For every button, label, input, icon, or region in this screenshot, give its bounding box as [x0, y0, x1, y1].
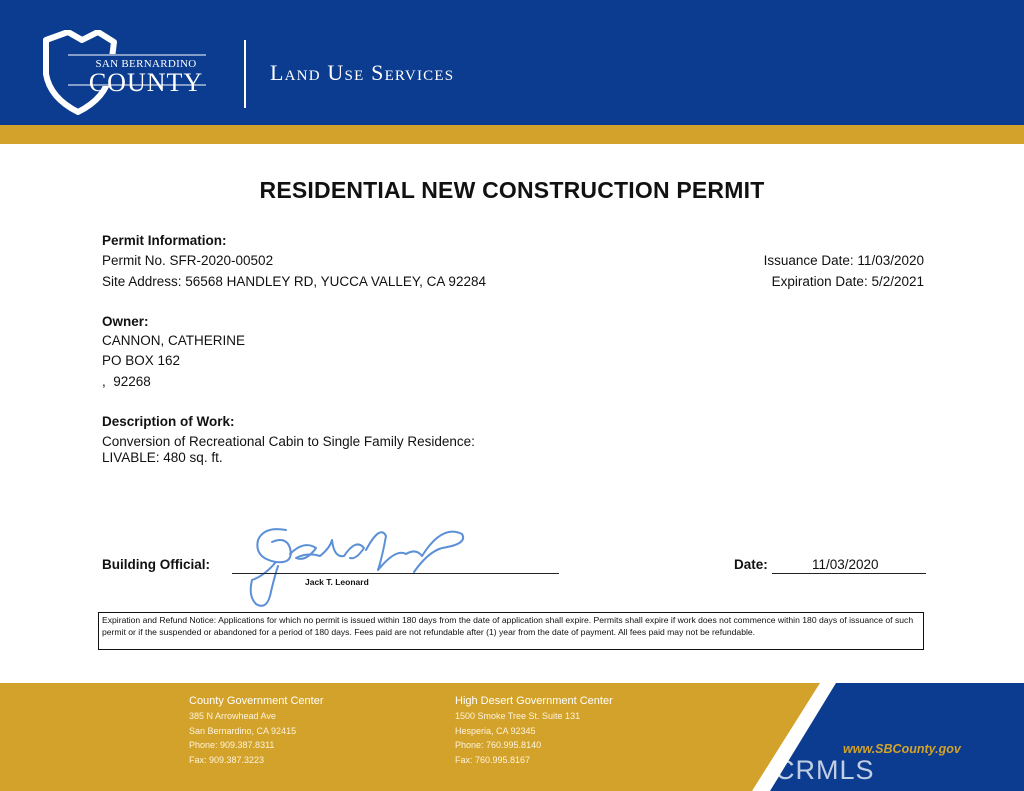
owner-address-line2: , 92268	[102, 374, 151, 389]
signature-line	[232, 573, 559, 574]
owner-name: CANNON, CATHERINE	[102, 333, 246, 348]
header-gold-stripe	[0, 125, 1024, 144]
description-line2: LIVABLE: 480 sq. ft.	[102, 450, 223, 465]
header-divider	[244, 40, 246, 108]
handwritten-signature	[246, 518, 476, 615]
owner-address-line1: PO BOX 162	[102, 353, 181, 368]
footer-left-line4: Fax: 909.387.3223	[189, 754, 265, 765]
footer-left-line1: 385 N Arrowhead Ave	[189, 711, 276, 721]
permit-info-heading: Permit Information:	[102, 233, 227, 248]
owner-heading: Owner:	[102, 314, 149, 329]
site-address: Site Address: 56568 HANDLEY RD, YUCCA VALLEY, CA 92284	[102, 274, 486, 289]
logo-main-text: COUNTY	[88, 68, 204, 97]
footer-right-line4: Fax: 760.995.8167	[455, 754, 531, 765]
date-value: 11/03/2020	[812, 557, 879, 572]
signer-name: Jack T. Leonard	[305, 577, 369, 587]
footer-right-line1: 1500 Smoke Tree St. Suite 131	[455, 711, 581, 721]
building-official-label: Building Official:	[102, 557, 210, 572]
county-logo	[38, 30, 218, 115]
description-line1: Conversion of Recreational Cabin to Single Family Residence:	[102, 434, 475, 449]
department-name: Land Use Services	[270, 60, 455, 85]
page-footer	[0, 683, 1024, 791]
page-header	[0, 0, 1024, 125]
footer-left-title: County Government Center	[189, 695, 324, 707]
permit-title: RESIDENTIAL NEW CONSTRUCTION PERMIT	[259, 177, 765, 203]
date-line	[772, 573, 926, 574]
expiration-date: Expiration Date: 5/2/2021	[771, 274, 924, 289]
permit-number: Permit No. SFR-2020-00502	[102, 253, 274, 268]
logo-top-text: SAN BERNARDINO	[95, 58, 197, 70]
footer-right-line2: Hesperia, CA 92345	[455, 725, 536, 736]
footer-high-desert-center	[455, 693, 613, 767]
crmls-watermark: CRMLS	[775, 755, 875, 785]
footer-left-line2: San Bernardino, CA 92415	[189, 725, 297, 736]
refund-notice: Expiration and Refund Notice: Applications for which no permit is issued within 180 days from the date of application shall expire. Permits shall expire if work does not commence within 180 days of issuance of such permit or if the suspended or abandoned for a period of 180 days. Fees paid are not refundable after (1) year from the date of payment. All fees paid may not be refundable.	[98, 612, 924, 650]
county-website-link[interactable]: www.SBCounty.gov	[843, 742, 961, 756]
footer-right-title: High Desert Government Center	[455, 695, 613, 707]
description-heading: Description of Work:	[102, 414, 235, 429]
footer-county-center	[189, 693, 324, 767]
footer-left-line3: Phone: 909.387.8311	[189, 740, 275, 750]
issuance-date: Issuance Date: 11/03/2020	[763, 253, 924, 268]
footer-right-line3: Phone: 760.995.8140	[455, 740, 542, 750]
date-label: Date:	[734, 557, 768, 572]
